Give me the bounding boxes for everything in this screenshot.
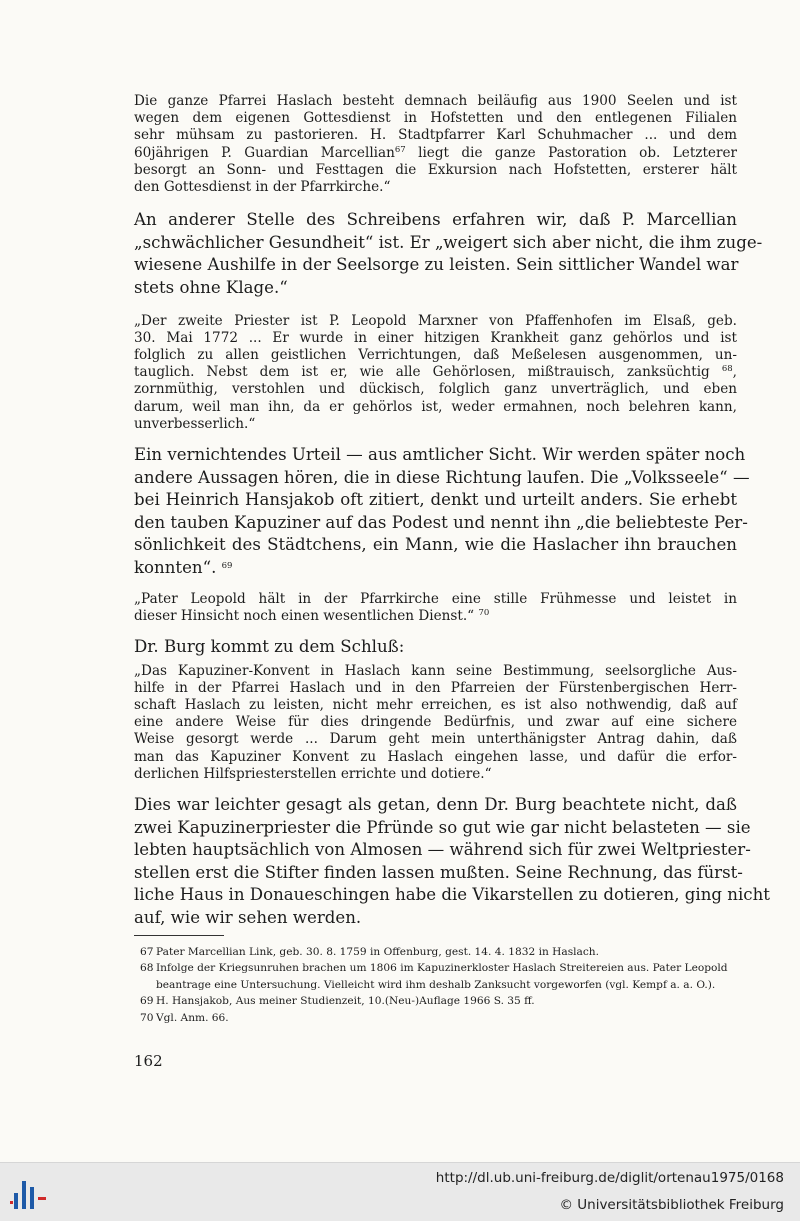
footnotes <box>140 944 740 1026</box>
footnote-number: 70 <box>140 1011 154 1024</box>
page-content <box>134 93 770 930</box>
footnote-ref-68[interactable]: 68 <box>721 364 733 375</box>
footnote-67 <box>140 944 740 960</box>
text-line: unverbesserlich.“ <box>134 415 256 432</box>
footnote-text: Infolge der Kriegsunruhen brachen um 1806 im Kapuzinerkloster Haslach Streitereien aus. Pater Leopold <box>156 962 728 975</box>
text-line: wiesene Aushilfe in der Seelsorge zu leisten. Sein sittlicher Wandel war <box>134 255 739 275</box>
text-line: 30. Mai 1772 ... Er wurde in einer hitzigen Krankheit ganz gehörlos und ist <box>134 329 737 346</box>
text-fragment: konnten“. <box>134 557 217 577</box>
text-line: zwei Kapuzinerpriester die Pfründe so gut wie gar nicht belasteten — sie <box>134 817 751 837</box>
footnote-number: 69 <box>140 995 154 1008</box>
text-line: den tauben Kapuziner auf das Podest und nennt ihn „die beliebteste Per- <box>134 512 748 532</box>
text-line: „schwächlicher Gesundheit“ ist. Er „weigert sich aber nicht, die ihm zuge- <box>134 232 763 252</box>
text-line: den Gottesdienst in der Pfarrkirche.“ <box>134 179 391 196</box>
text-line: „Der zweite Priester ist P. Leopold Marxner von Pfaffenhofen im Elsaß, geb. <box>134 312 737 329</box>
text-line: Dies war leichter gesagt als getan, denn Dr. Burg beachtete nicht, daß <box>134 795 737 814</box>
text-line: eine andere Weise für dies dringende Bedürfnis, und zwar auf eine sichere <box>134 714 737 731</box>
text-line: stets ohne Klage.“ <box>134 278 288 297</box>
text-line: An anderer Stelle des Schreibens erfahren wir, daß P. Marcellian <box>134 210 737 230</box>
footnote-text: Pater Marcellian Link, geb. 30. 8. 1759 in Offenburg, gest. 14. 4. 1832 in Haslach. <box>156 946 599 958</box>
text-line: hilfe in der Pfarrei Haslach und in den Pfarreien der Fürstenbergischen Herr- <box>134 679 737 696</box>
text-fragment: , <box>732 364 737 381</box>
text-line: folglich zu allen geistlichen Verrichtungen, daß Meßelesen ausgenommen, un- <box>134 347 737 363</box>
footnote-ref-70[interactable]: 70 <box>478 607 490 618</box>
section-lead: Dr. Burg kommt zu dem Schluß: <box>134 636 405 656</box>
text-line: schaft Haslach zu leisten, nicht mehr erreichen, es ist also nothwendig, daß auf <box>134 696 737 713</box>
footnote-ref-69[interactable]: 69 <box>221 560 233 571</box>
text-line: andere Aussagen hören, die in diese Richtung laufen. Die „Volksseele“ — <box>134 467 750 487</box>
quote-kapuziner-konvent <box>134 663 737 783</box>
text-line: darum, weil man ihn, da er gehörlos ist, weder ermahnen, noch belehren kann, <box>134 398 737 415</box>
text-line <box>134 557 737 580</box>
text-line: Ein vernichtendes Urteil — aus amtlicher Sicht. Wir werden später noch <box>134 445 746 465</box>
footnote-70 <box>140 1010 740 1026</box>
footnote-ref-67[interactable]: 67 <box>394 144 406 155</box>
text-line <box>134 364 737 381</box>
text-line: besorgt an Sonn- und Festtagen die Exkursion nach Hofstetten, ersterer hält <box>134 161 737 178</box>
text-line: sönlichkeit des Städtchens, ein Mann, wie die Haslacher ihn brauchen <box>134 535 737 555</box>
text-line <box>134 145 737 162</box>
page-number: 162 <box>134 1052 163 1070</box>
text-line: derlichen Hilfspriesterstellen errichte und dotiere.“ <box>134 765 492 782</box>
text-fragment: liegt die ganze Pastoration ob. Letzterer <box>405 144 737 161</box>
footnote-text: Vgl. Anm. 66. <box>156 1011 229 1024</box>
footnote-divider <box>134 935 224 936</box>
text-line: „Pater Leopold hält in der Pfarrkirche eine stille Frühmesse und leistet in <box>134 590 737 607</box>
text-fragment: 60jährigen P. Guardian Marcellian <box>134 144 395 161</box>
paragraph-marcellian <box>134 209 763 299</box>
text-line: liche Haus in Donaueschingen habe die Vikarstellen zu dotieren, ging nicht <box>134 885 770 905</box>
text-line: stellen erst die Stifter finden lassen mußten. Seine Rechnung, das fürst- <box>134 862 743 882</box>
copyright-notice: © Universitätsbibliothek Freiburg <box>559 1197 784 1213</box>
footnote-text: beantrage eine Untersuchung. Vielleicht wird ihm deshalb Zanksucht vorgeworfen (vgl. Kempf a. a. O.). <box>156 978 716 991</box>
footnote-68 <box>140 960 740 993</box>
footnote-69 <box>140 993 740 1009</box>
text-line: wegen dem eigenen Gottesdienst in Hofstetten und den entlegenen Filialen <box>134 110 737 127</box>
text-line: man das Kapuziner Konvent zu Haslach eingehen lasse, und dafür die erfor- <box>134 748 737 765</box>
quote-pater-leopold <box>134 591 737 625</box>
quote-pfarrei-haslach <box>134 93 737 196</box>
footnote-number: 67 <box>140 946 154 958</box>
text-line: zornmüthig, verstohlen und dückisch, folglich ganz unverträglich, und eben <box>134 381 737 398</box>
text-line: „Das Kapuziner-Konvent in Haslach kann seine Bestimmung, seelsorgliche Aus- <box>134 662 737 679</box>
footnote-text: H. Hansjakob, Aus meiner Studienzeit, 10.(Neu-)Auflage 1966 S. 35 ff. <box>156 995 535 1008</box>
text-fragment: tauglich. Nebst dem ist er, wie alle Gehörlosen, mißtrauisch, zanksüchtig <box>134 364 710 381</box>
text-line: sehr mühsam zu pastorieren. H. Stadtpfarrer Karl Schuhmacher ... und dem <box>134 127 737 144</box>
footnote-number: 68 <box>140 962 154 975</box>
text-line <box>134 608 737 625</box>
text-line: bei Heinrich Hansjakob oft zitiert, denkt und urteilt anders. Sie erhebt <box>134 490 737 510</box>
text-line: Die ganze Pfarrei Haslach besteht demnach beiläufig aus 1900 Seelen und ist <box>134 93 737 109</box>
quote-leopold-marxner <box>134 313 737 433</box>
viewer-footer <box>0 1162 800 1221</box>
document-url-link[interactable]: http://dl.ub.uni-freiburg.de/diglit/ortenau1975/0168 <box>435 1170 784 1186</box>
text-line: Weise gesorgt werde ... Darum geht mein unterthänigster Antrag dahin, daß <box>134 731 737 748</box>
paragraph-dr-burg <box>134 794 770 930</box>
text-line: auf, wie wir sehen werden. <box>134 907 362 927</box>
ub-freiburg-logo-icon <box>10 1175 50 1211</box>
text-line: lebten hauptsächlich von Almosen — während sich für zwei Weltpriester- <box>134 840 751 860</box>
paragraph-urteil <box>134 444 750 580</box>
text-fragment: dieser Hinsicht noch einen wesentlichen Dienst.“ <box>134 607 475 624</box>
